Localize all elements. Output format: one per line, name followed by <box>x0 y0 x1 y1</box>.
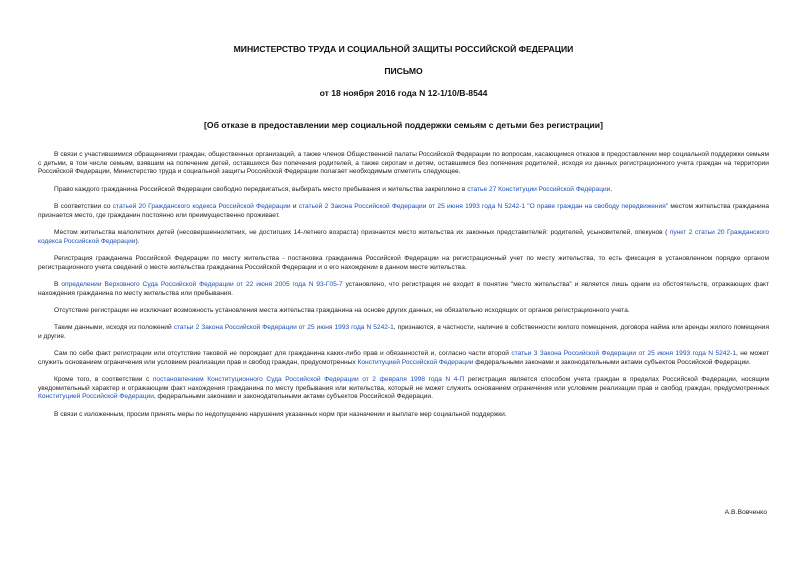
link-civil-code-art20[interactable]: статьей 20 Гражданского кодекса Российской Федерации <box>112 202 291 210</box>
paragraph-3 <box>38 203 769 220</box>
ministry-heading: МИНИСТЕРСТВО ТРУДА И СОЦИАЛЬНОЙ ЗАЩИТЫ РОССИЙСКОЙ ФЕДЕРАЦИИ <box>233 44 574 54</box>
paragraph-6-text-2: установлено, что регистрация не входит в понятие "место жительства" и является лишь одним из обстоятельств, отражающих факт нахождения гражданина по месту жительства или пребывания. <box>38 280 769 297</box>
link-supreme-court-ruling[interactable]: определении Верховного Суда Российской Федерации от 22 июня 2005 года N 93-Г05-7 <box>61 280 343 288</box>
link-constitution-art27[interactable]: статье 27 Конституции Российской Федерации <box>467 185 611 193</box>
paragraph-9 <box>38 350 769 367</box>
paragraph-3-text-3: местом жительства гражданина признается место, где гражданин постоянно или преимущественно проживает. <box>38 202 770 219</box>
paragraph-9-text-3: федеральными законами и законодательными актами субъектов Российской Федерации. <box>473 358 751 366</box>
link-law-5242-1-art2[interactable]: статьей 2 Закона Российской Федерации от 25 июня 1993 года N 5242-1 "О праве граждан на свободу передвижения" <box>298 202 669 210</box>
paragraph-8 <box>38 324 769 341</box>
paragraph-6-text-1: В <box>54 280 62 288</box>
link-law-5242-1-art2-b[interactable]: статьи 2 Закона Российской Федерации от 25 июня 1993 года N 5242-1 <box>173 324 394 332</box>
paragraph-4 <box>38 229 769 246</box>
paragraph-5: Регистрация гражданина Российской Федерации по месту жительства - постановка гражданина Российской Федерации на регистрационный учет по месту жительства, то есть фиксация в установленном порядке органом регистрационного учета сведений о месте жительства гражданина Российской Федерации и о его нахождении в данном месте жительства. <box>38 254 769 271</box>
paragraph-2-text: Право каждого гражданина Российской Федерации свободно передвигаться, выбирать место пребывания и жительства закреплено в <box>54 185 468 193</box>
paragraph-1: В связи с участившимися обращениями граждан, общественных организаций, а также членов Общественной палаты Российской Федерации по вопросам, касающимся отказов в предоставлении мер социальной поддержки семьям с детьми, в том числе семьям, взявшим на попечение детей, оставшихся без попечения родителей, а также сиротам и детям, оставшимся без попечения родителей, исходя из данных регистрационного учета граждан на территории Российской Федерации, Министерство труда и социальной защиты Российской Федерации полагает необходимым отметить следующее. <box>38 151 769 176</box>
paragraph-10-text-2: регистрация является способом учета граждан в пределах Российской Федерации, носящим уведомительный характер и отражающим факт нахождения гражданина по месту пребывания или жительства, который не может служить основанием ограничения или условием реализации прав и свобод граждан, предусмотренных <box>38 376 770 392</box>
paragraph-11: В связи с изложенным, просим принять меры по недопущению нарушения указанных норм при назначении и выплате мер социальной поддержки. <box>54 410 507 418</box>
paragraph-2 <box>38 186 769 195</box>
document-type: ПИСЬМО <box>384 66 423 76</box>
document-date-number: от 18 ноября 2016 года N 12-1/10/В-8544 <box>319 88 488 98</box>
paragraph-8-text-2: , признаются, в частности, наличие в собственности жилого помещения, договора найма или аренды жилого помещения и другие. <box>38 324 770 340</box>
link-constitution-b[interactable]: Конституцией Российской Федерации <box>38 393 154 401</box>
paragraph-3-text-2: и <box>290 202 299 210</box>
paragraph-7: Отсутствие регистрации не исключает возможность установления места жительства гражданина на основе других данных, не обязательно исходящих от органов регистрационного учета. <box>54 306 630 314</box>
paragraph-4-end: ). <box>135 237 140 245</box>
paragraph-6 <box>38 281 769 298</box>
paragraph-8-text-1: Таким данными, исходя из положений <box>54 324 174 332</box>
link-law-5242-1-art3[interactable]: статьи 3 Закона Российской Федерации от 25 июня 1993 года N 5242-1 <box>511 350 737 358</box>
signature: А.В.Вовченко <box>724 509 767 516</box>
paragraph-10-text-1: Кроме того, в соответствии с <box>54 376 153 384</box>
paragraph-10 <box>38 376 769 402</box>
link-civil-code-art20-p2[interactable]: пункт 2 статьи 20 Гражданского кодекса Российской Федерации <box>38 228 769 245</box>
paragraph-10-text-3: , федеральными законами и законодательными актами субъектов Российской Федерации. <box>153 393 433 401</box>
paragraph-3-text-1: В соответствии со <box>54 202 113 210</box>
paragraph-9-text-2: , не может служить основанием ограничения или условием реализации прав и свобод граждан, предусмотренных <box>38 350 770 366</box>
paragraph-4-text: Местом жительства малолетних детей (несовершеннолетних, не достигших 14-летнего возраста) признается место жительства их законных представителей: родителей, усыновителей, опекунов ( <box>54 228 670 236</box>
paragraph-9-text-1: Сам по себе факт регистрации или отсутствие таковой не порождает для гражданина каких-либо прав и обязанностей и, согласно части второй <box>54 350 512 358</box>
link-constitutional-court-ruling[interactable]: постановлением Конституционного Суда Российской Федерации от 2 февраля 1998 года N 4-П <box>152 376 465 384</box>
paragraph-2-end: . <box>610 185 613 193</box>
document-body <box>38 151 769 428</box>
link-constitution[interactable]: Конституцией Российской Федерации <box>357 358 474 366</box>
document-subject: [Об отказе в предоставлении мер социальной поддержки семьям с детьми без регистрации] <box>204 120 603 130</box>
